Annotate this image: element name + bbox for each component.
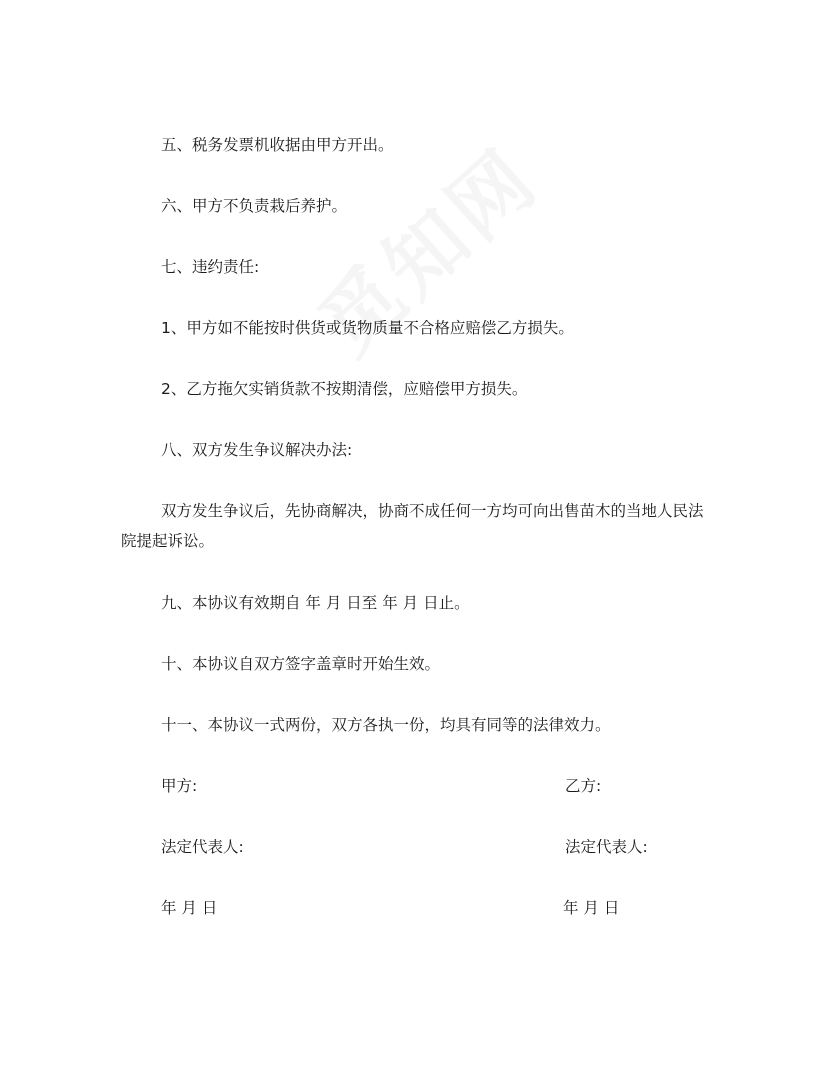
clause-11: 十一、本协议一式两份，双方各执一份，均具有同等的法律效力。 [161, 716, 611, 734]
party-a-date: 年 月 日 [161, 899, 218, 917]
clause-7-heading: 七、违约责任: [161, 258, 260, 276]
clause-6: 六、甲方不负责栽后养护。 [161, 197, 348, 215]
clause-10: 十、本协议自双方签字盖章时开始生效。 [161, 655, 441, 673]
clause-8-heading: 八、双方发生争议解决办法: [161, 441, 353, 459]
party-b-label: 乙方: [565, 777, 602, 795]
party-a-label: 甲方: [161, 777, 198, 795]
party-a-representative: 法定代表人: [161, 838, 244, 856]
clause-7-item-2: 2、乙方拖欠实销货款不按期清偿，应赔偿甲方损失。 [161, 380, 528, 398]
clause-8-body: 双方发生争议后，先协商解决，协商不成任何一方均可向出售苗木的当地人民法院提起诉讼。 [121, 502, 704, 550]
clause-9: 九、本协议有效期自 年 月 日至 年 月 日止。 [161, 594, 470, 612]
clause-5: 五、税务发票机收据由甲方开出。 [161, 136, 394, 154]
party-b-date: 年 月 日 [563, 899, 620, 917]
clause-7-item-1: 1、甲方如不能按时供货或货物质量不合格应赔偿乙方损失。 [161, 319, 574, 337]
party-b-representative: 法定代表人: [565, 838, 648, 856]
